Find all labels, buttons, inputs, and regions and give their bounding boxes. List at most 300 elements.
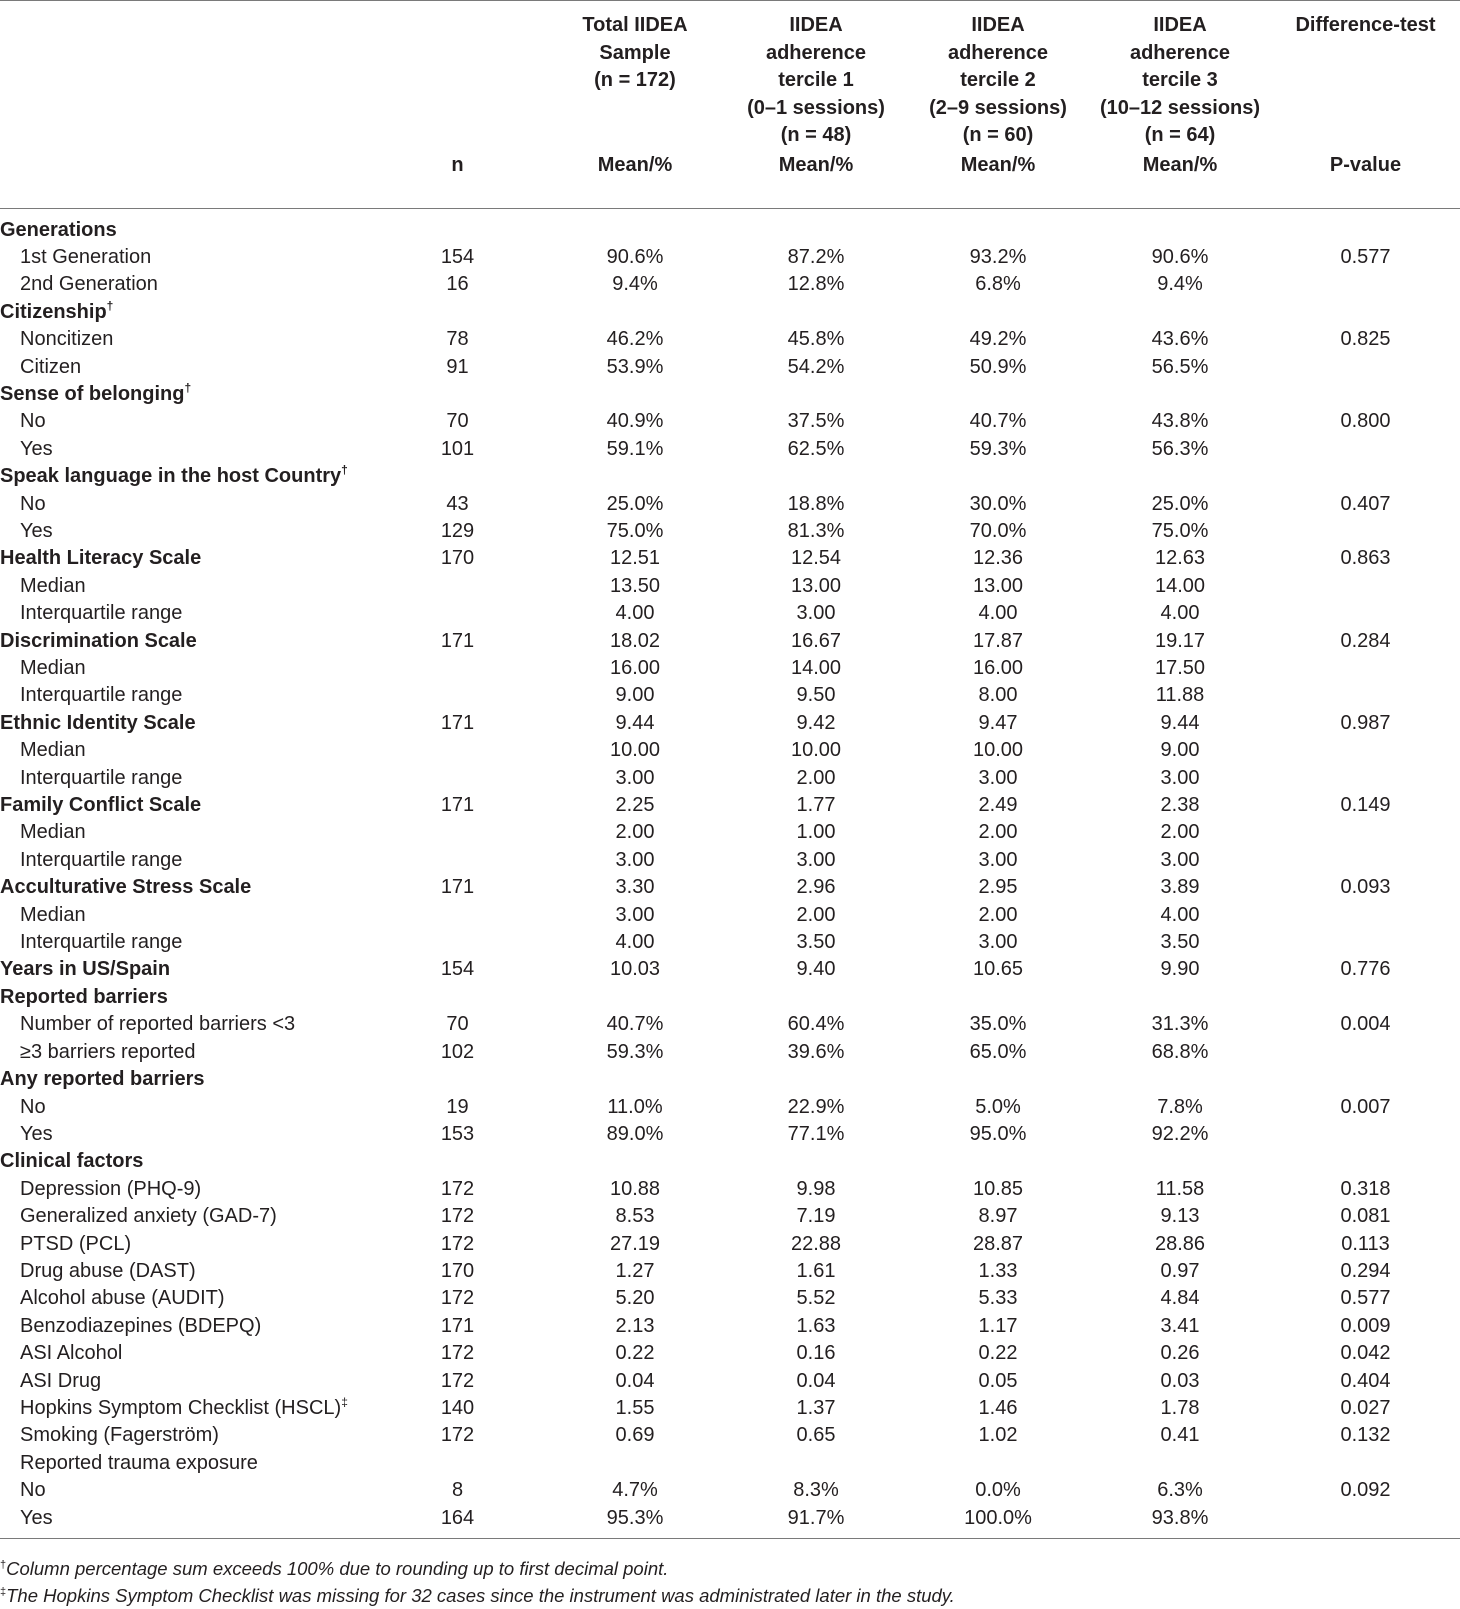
row-label [0,1148,370,1175]
cell-tercile-2: 9.47 [978,711,1018,734]
cell-n: 172 [440,1424,475,1447]
cell-n [370,600,545,627]
table-row [0,628,1460,655]
row-label-text: 1st Generation [20,245,152,268]
cell-tercile-1: 3.00 [796,848,836,871]
footnotes [0,1555,955,1609]
cell-p-value [1271,819,1460,846]
cell-tercile-2: 6.8% [975,273,1021,296]
cell-total: 5.20 [615,1287,655,1310]
cell-total: 2.00 [615,821,655,844]
row-label-text: Drug abuse (DAST) [20,1259,196,1282]
cell-n [370,655,545,682]
cell-tercile-2: 30.0% [969,492,1027,515]
row-label-text: Median [20,821,86,844]
cell-tercile-2: 13.00 [972,574,1024,597]
cell-tercile-3: 9.90 [1160,958,1200,981]
row-label-text: Median [20,574,86,597]
cell-tercile-3: 0.03 [1160,1369,1200,1392]
cell-n: 43 [446,492,469,515]
table-row [0,1231,1460,1258]
cell-total: 8.53 [615,1205,655,1228]
cell-tercile-3: 93.8% [1089,1505,1271,1539]
footnote-mark: † [0,1559,7,1571]
cell-total: 75.0% [606,519,664,542]
cell-n [370,902,545,929]
subheader-n: n [370,150,545,209]
cell-total: 59.3% [606,1040,664,1063]
cell-tercile-1: 2.96 [796,876,836,899]
cell-n [370,1066,545,1093]
row-label-text: Acculturative Stress Scale [0,876,252,899]
table-row [0,463,1460,490]
cell-total: 10.88 [609,1177,661,1200]
cell-tercile-3: 25.0% [1151,492,1209,515]
cell-tercile-1: 22.9% [787,1095,845,1118]
row-label-text: ASI Drug [20,1369,102,1392]
cell-p-value [1271,1148,1460,1175]
cell-n: 101 [440,437,475,460]
table-row [0,1313,1460,1340]
cell-total: 46.2% [606,328,664,351]
cell-tercile-3: 28.86 [1154,1232,1206,1255]
cell-tercile-2: 1.17 [978,1314,1018,1337]
cell-total: 2.13 [615,1314,655,1337]
cell-n [370,765,545,792]
cell-tercile-2: 0.05 [978,1369,1018,1392]
cell-tercile-2: 10.00 [972,739,1024,762]
table-row [0,847,1460,874]
cell-total: 11.0% [607,1095,663,1118]
row-label [0,381,370,408]
table-row [0,655,1460,682]
cell-p-value: 0.004 [1340,1013,1391,1036]
cell-tercile-1: 1.77 [796,794,836,817]
table-row [0,765,1460,792]
table-row [0,244,1460,271]
cell-total: 16.00 [609,657,661,679]
cell-total [545,1066,725,1093]
cell-p-value [1271,208,1460,244]
cell-n [370,682,545,709]
cell-p-value: 0.863 [1340,547,1391,570]
cell-tercile-2: 10.65 [972,958,1024,981]
header-tercile-1 [725,1,907,150]
cell-tercile-3: 56.5% [1151,355,1209,378]
row-label-text: Yes [20,437,53,460]
row-label [0,1039,370,1066]
row-label-text: Interquartile range [20,848,183,871]
cell-tercile-3 [1089,1148,1271,1175]
row-label-text: No [20,492,46,515]
cell-tercile-1: 13.00 [790,574,842,597]
cell-p-value: 0.149 [1340,794,1391,817]
cell-tercile-3: 7.8% [1157,1095,1203,1118]
cell-tercile-1: 9.42 [796,711,836,734]
row-label-text: No [20,1479,46,1502]
cell-tercile-3: 3.00 [1160,766,1200,789]
subheader-blank [0,150,370,209]
row-label-text: Years in US/Spain [0,958,171,981]
cell-tercile-3: 19.17 [1154,629,1206,652]
table-row [0,326,1460,353]
cell-tercile-2: 0.0% [975,1479,1021,1502]
cell-n: 154 [440,958,475,981]
cell-n: 172 [440,1177,475,1200]
cell-n: 171 [440,711,475,734]
row-label [0,902,370,929]
cell-tercile-1: 81.3% [787,519,845,542]
cell-tercile-3 [1089,299,1271,326]
table-row [0,710,1460,737]
row-label [0,1231,370,1258]
row-label-text: Interquartile range [20,684,183,707]
row-label [0,956,370,983]
cell-p-value [1271,847,1460,874]
header-total [545,1,725,150]
row-label [0,600,370,627]
table-row [0,1285,1460,1312]
cell-n: 172 [440,1232,475,1255]
cell-p-value [1271,902,1460,929]
row-label-text: Yes [20,519,53,542]
cell-total: 12.51 [609,547,661,570]
row-label [0,628,370,655]
row-label-text: Number of reported barriers <3 [20,1013,296,1036]
cell-tercile-2: 59.3% [969,437,1027,460]
header-line: adherence [765,41,867,64]
row-label-text: Depression (PHQ-9) [20,1177,202,1200]
header-line: IIDEA [971,14,1025,36]
cell-tercile-3 [1089,1450,1271,1477]
cell-tercile-1: 12.54 [790,547,842,570]
cell-tercile-3: 4.00 [1160,903,1200,926]
cell-tercile-2: 65.0% [969,1040,1027,1063]
cell-total: 9.4% [612,273,658,296]
row-label-text: Clinical factors [0,1150,144,1173]
cell-total: 90.6% [606,245,664,268]
header-line: IIDEA [789,14,843,36]
cell-total: 89.0% [606,1122,664,1145]
row-label-text: Noncitizen [20,328,114,351]
row-label [0,847,370,874]
cell-tercile-3: 0.26 [1160,1342,1200,1365]
cell-tercile-2: 2.95 [978,876,1018,899]
cell-tercile-1: 9.98 [796,1177,836,1200]
table-row [0,436,1460,463]
row-label-text: Interquartile range [20,931,183,954]
cell-p-value: 0.294 [1340,1259,1391,1282]
cell-p-value: 0.318 [1340,1177,1391,1200]
cell-total [545,1450,725,1477]
cell-total: 59.1% [606,437,664,460]
cell-n: 16 [446,273,469,296]
row-label-text: Ethnic Identity Scale [0,711,196,734]
cell-tercile-2: 70.0% [969,519,1027,542]
cell-tercile-3: 2.00 [1160,821,1200,844]
cell-total [545,1148,725,1175]
cell-tercile-3: 9.13 [1160,1205,1200,1228]
cell-tercile-3: 68.8% [1151,1040,1209,1063]
cell-p-value: 0.042 [1340,1342,1391,1365]
cell-p-value [1271,573,1460,600]
header-line: (n = 60) [962,124,1034,146]
cell-total: 53.9% [606,355,664,378]
cell-tercile-2: 5.33 [978,1287,1018,1310]
row-label-text: Family Conflict Scale [0,794,202,817]
cell-tercile-1: 8.3% [793,1479,839,1502]
footnote-mark: ‡ [341,1394,348,1409]
row-label [0,819,370,846]
table-row [0,984,1460,1011]
header-line: IIDEA [1153,14,1207,36]
cell-total: 18.02 [609,629,661,652]
cell-n: 70 [446,1013,469,1036]
row-label-text: Generalized anxiety (GAD-7) [20,1205,277,1228]
table-row [0,956,1460,983]
cell-p-value [1271,463,1460,490]
cell-tercile-3: 4.84 [1160,1287,1200,1310]
cell-tercile-1: 5.52 [796,1287,836,1310]
cell-tercile-2: 50.9% [969,355,1027,378]
row-label-text: Yes [20,1506,53,1529]
cell-tercile-3: 90.6% [1151,245,1209,268]
cell-tercile-3: 6.3% [1157,1479,1203,1502]
cell-tercile-1: 87.2% [787,245,845,268]
cell-n [370,381,545,408]
cell-tercile-1: 1.61 [796,1259,836,1282]
cell-n: 8 [451,1479,464,1502]
row-label [0,208,370,244]
subheader-t2: Mean/% [907,150,1089,209]
cell-n: 129 [440,519,475,542]
cell-tercile-2 [907,208,1089,244]
cell-p-value: 0.092 [1340,1479,1391,1502]
cell-n: 153 [440,1122,475,1145]
row-label [0,1121,370,1148]
cell-total: 3.00 [615,766,655,789]
row-label [0,354,370,381]
cell-n [370,737,545,764]
cell-total: 9.00 [615,684,655,707]
cell-p-value: 0.027 [1340,1396,1391,1419]
table-row [0,1450,1460,1477]
cell-tercile-2: 2.49 [978,794,1018,817]
cell-tercile-2: 8.00 [978,684,1018,707]
header-line: (n = 48) [780,124,852,146]
cell-tercile-2: 3.00 [978,766,1018,789]
cell-tercile-3: 3.00 [1160,848,1200,871]
cell-tercile-2: 95.0% [969,1122,1027,1145]
cell-n: 170 [440,547,475,570]
cell-total: 27.19 [609,1232,661,1255]
cell-tercile-1 [725,208,907,244]
cell-n [370,847,545,874]
row-label-text: Median [20,903,86,926]
row-label-text: Smoking (Fagerström) [20,1424,219,1447]
table-row [0,1176,1460,1203]
cell-total: 1.27 [615,1259,655,1282]
cell-tercile-2: 0.22 [978,1342,1018,1365]
cell-total: 40.9% [606,410,664,433]
header-line: adherence [1129,41,1231,64]
cell-total: 2.25 [615,794,655,817]
cell-total: 10.00 [609,739,661,762]
cell-tercile-2: 3.00 [978,848,1018,871]
cell-tercile-3 [1089,1066,1271,1093]
cell-tercile-2: 2.00 [978,903,1018,926]
cell-tercile-1: 9.40 [796,958,836,981]
row-label-text: Median [20,657,86,679]
cell-total [545,208,725,244]
table-row [0,1039,1460,1066]
header-tercile-2 [907,1,1089,150]
row-label-text: Median [20,739,86,762]
table-row [0,1340,1460,1367]
row-label-text: Citizenship [0,300,107,323]
cell-p-value: 0.113 [1341,1232,1390,1255]
table-row [0,573,1460,600]
cell-p-value [1271,354,1460,381]
cell-tercile-2 [907,1450,1089,1477]
header-difference-test: Difference-test [1271,1,1460,150]
cell-tercile-3: 1.78 [1160,1396,1200,1419]
table-row [0,1203,1460,1230]
cell-total: 4.00 [615,602,655,625]
footnote-mark: ‡ [0,1586,7,1598]
cell-p-value: 0.577 [1340,245,1391,268]
row-label [0,1285,370,1312]
table-row [0,1148,1460,1175]
row-label [0,573,370,600]
cell-p-value: 0.284 [1340,629,1391,652]
table-row [0,682,1460,709]
cell-tercile-2: 5.0% [975,1095,1021,1118]
cell-tercile-2: 49.2% [969,328,1027,351]
row-label-text: Any reported barriers [0,1068,205,1091]
row-label-text: Citizen [20,355,82,378]
cell-p-value: 0.007 [1340,1095,1391,1118]
cell-tercile-2: 3.00 [978,931,1018,954]
cell-tercile-1: 2.00 [796,766,836,789]
row-label-text: Reported barriers [0,985,168,1008]
cell-tercile-1: 45.8% [787,328,845,351]
row-label-text: Sense of belonging [0,382,185,405]
cell-p-value [1271,1121,1460,1148]
table-row [0,1258,1460,1285]
table-body [0,208,1460,1539]
cell-total: 4.7% [612,1479,658,1502]
cell-total: 9.44 [615,711,655,734]
row-label-text: Generations [0,218,117,241]
table-row [0,208,1460,244]
cell-tercile-1 [725,1450,907,1477]
table-header [0,1,1460,209]
cell-tercile-3: 12.63 [1154,547,1206,570]
cell-p-value: 0.776 [1340,958,1391,981]
row-label [0,1395,370,1422]
header-line: tercile 3 [1142,69,1218,91]
footnote-mark: † [184,380,192,395]
header-line: (0–1 sessions) [747,96,885,119]
row-label [0,655,370,682]
table-row [0,518,1460,545]
row-label [0,1203,370,1230]
cell-p-value [1271,271,1460,298]
cell-tercile-3: 4.00 [1160,602,1200,625]
cell-p-value: 0.009 [1340,1314,1391,1337]
cell-tercile-3: 14.00 [1154,574,1206,597]
cell-n: 70 [446,410,469,433]
cell-tercile-1: 91.7% [725,1505,907,1539]
row-label [0,436,370,463]
cell-tercile-2 [907,463,1089,490]
cell-tercile-1: 12.8% [787,273,845,296]
cell-tercile-3: 92.2% [1151,1122,1209,1145]
cell-p-value [1271,381,1460,408]
cell-p-value: 0.577 [1340,1287,1391,1310]
cell-p-value [1271,1505,1460,1539]
cell-p-value: 0.093 [1340,876,1391,899]
cell-tercile-1: 7.19 [796,1205,836,1228]
cell-p-value [1271,929,1460,956]
cell-n: 164 [370,1505,545,1539]
row-label-text: Hopkins Symptom Checklist (HSCL) [20,1396,342,1419]
cell-n [370,1450,545,1477]
row-label-text: Speak language in the host Country [0,465,342,488]
row-label [0,518,370,545]
cell-total [545,381,725,408]
row-label [0,1258,370,1285]
row-label [0,1477,370,1504]
row-label [0,874,370,901]
cell-tercile-3: 56.3% [1151,437,1209,460]
cell-total: 0.04 [615,1369,655,1392]
cell-tercile-3: 3.50 [1160,931,1200,954]
row-label [0,463,370,490]
cell-n: 172 [440,1287,475,1310]
cell-n: 172 [440,1369,475,1392]
subheader-total: Mean/% [545,150,725,209]
cell-p-value [1271,984,1460,1011]
subheader-t3: Mean/% [1089,150,1271,209]
footnote [0,1555,955,1582]
row-label [0,1422,370,1449]
cell-n [370,984,545,1011]
cell-tercile-1: 62.5% [787,437,845,460]
cell-tercile-1: 1.00 [796,821,836,844]
cell-tercile-1: 22.88 [790,1232,842,1255]
row-label-text: Yes [20,1122,53,1145]
cell-tercile-3: 9.00 [1160,739,1200,762]
row-label [0,1094,370,1121]
cell-tercile-1: 3.50 [796,931,836,954]
row-label-text: Reported trauma exposure [20,1451,258,1474]
table-row [0,874,1460,901]
cell-total: 95.3% [545,1505,725,1539]
cell-total: 3.00 [615,848,655,871]
cell-p-value: 0.404 [1340,1369,1391,1392]
row-label [0,1450,370,1477]
row-label-text: ASI Alcohol [20,1342,123,1365]
cell-tercile-3: 3.41 [1160,1314,1200,1337]
cell-tercile-3: 17.50 [1154,657,1206,679]
header-line: tercile 1 [778,69,854,91]
footnote-mark: † [341,463,348,478]
cell-p-value: 0.800 [1340,410,1391,433]
table-row [0,600,1460,627]
cell-tercile-3: 9.4% [1157,273,1203,296]
